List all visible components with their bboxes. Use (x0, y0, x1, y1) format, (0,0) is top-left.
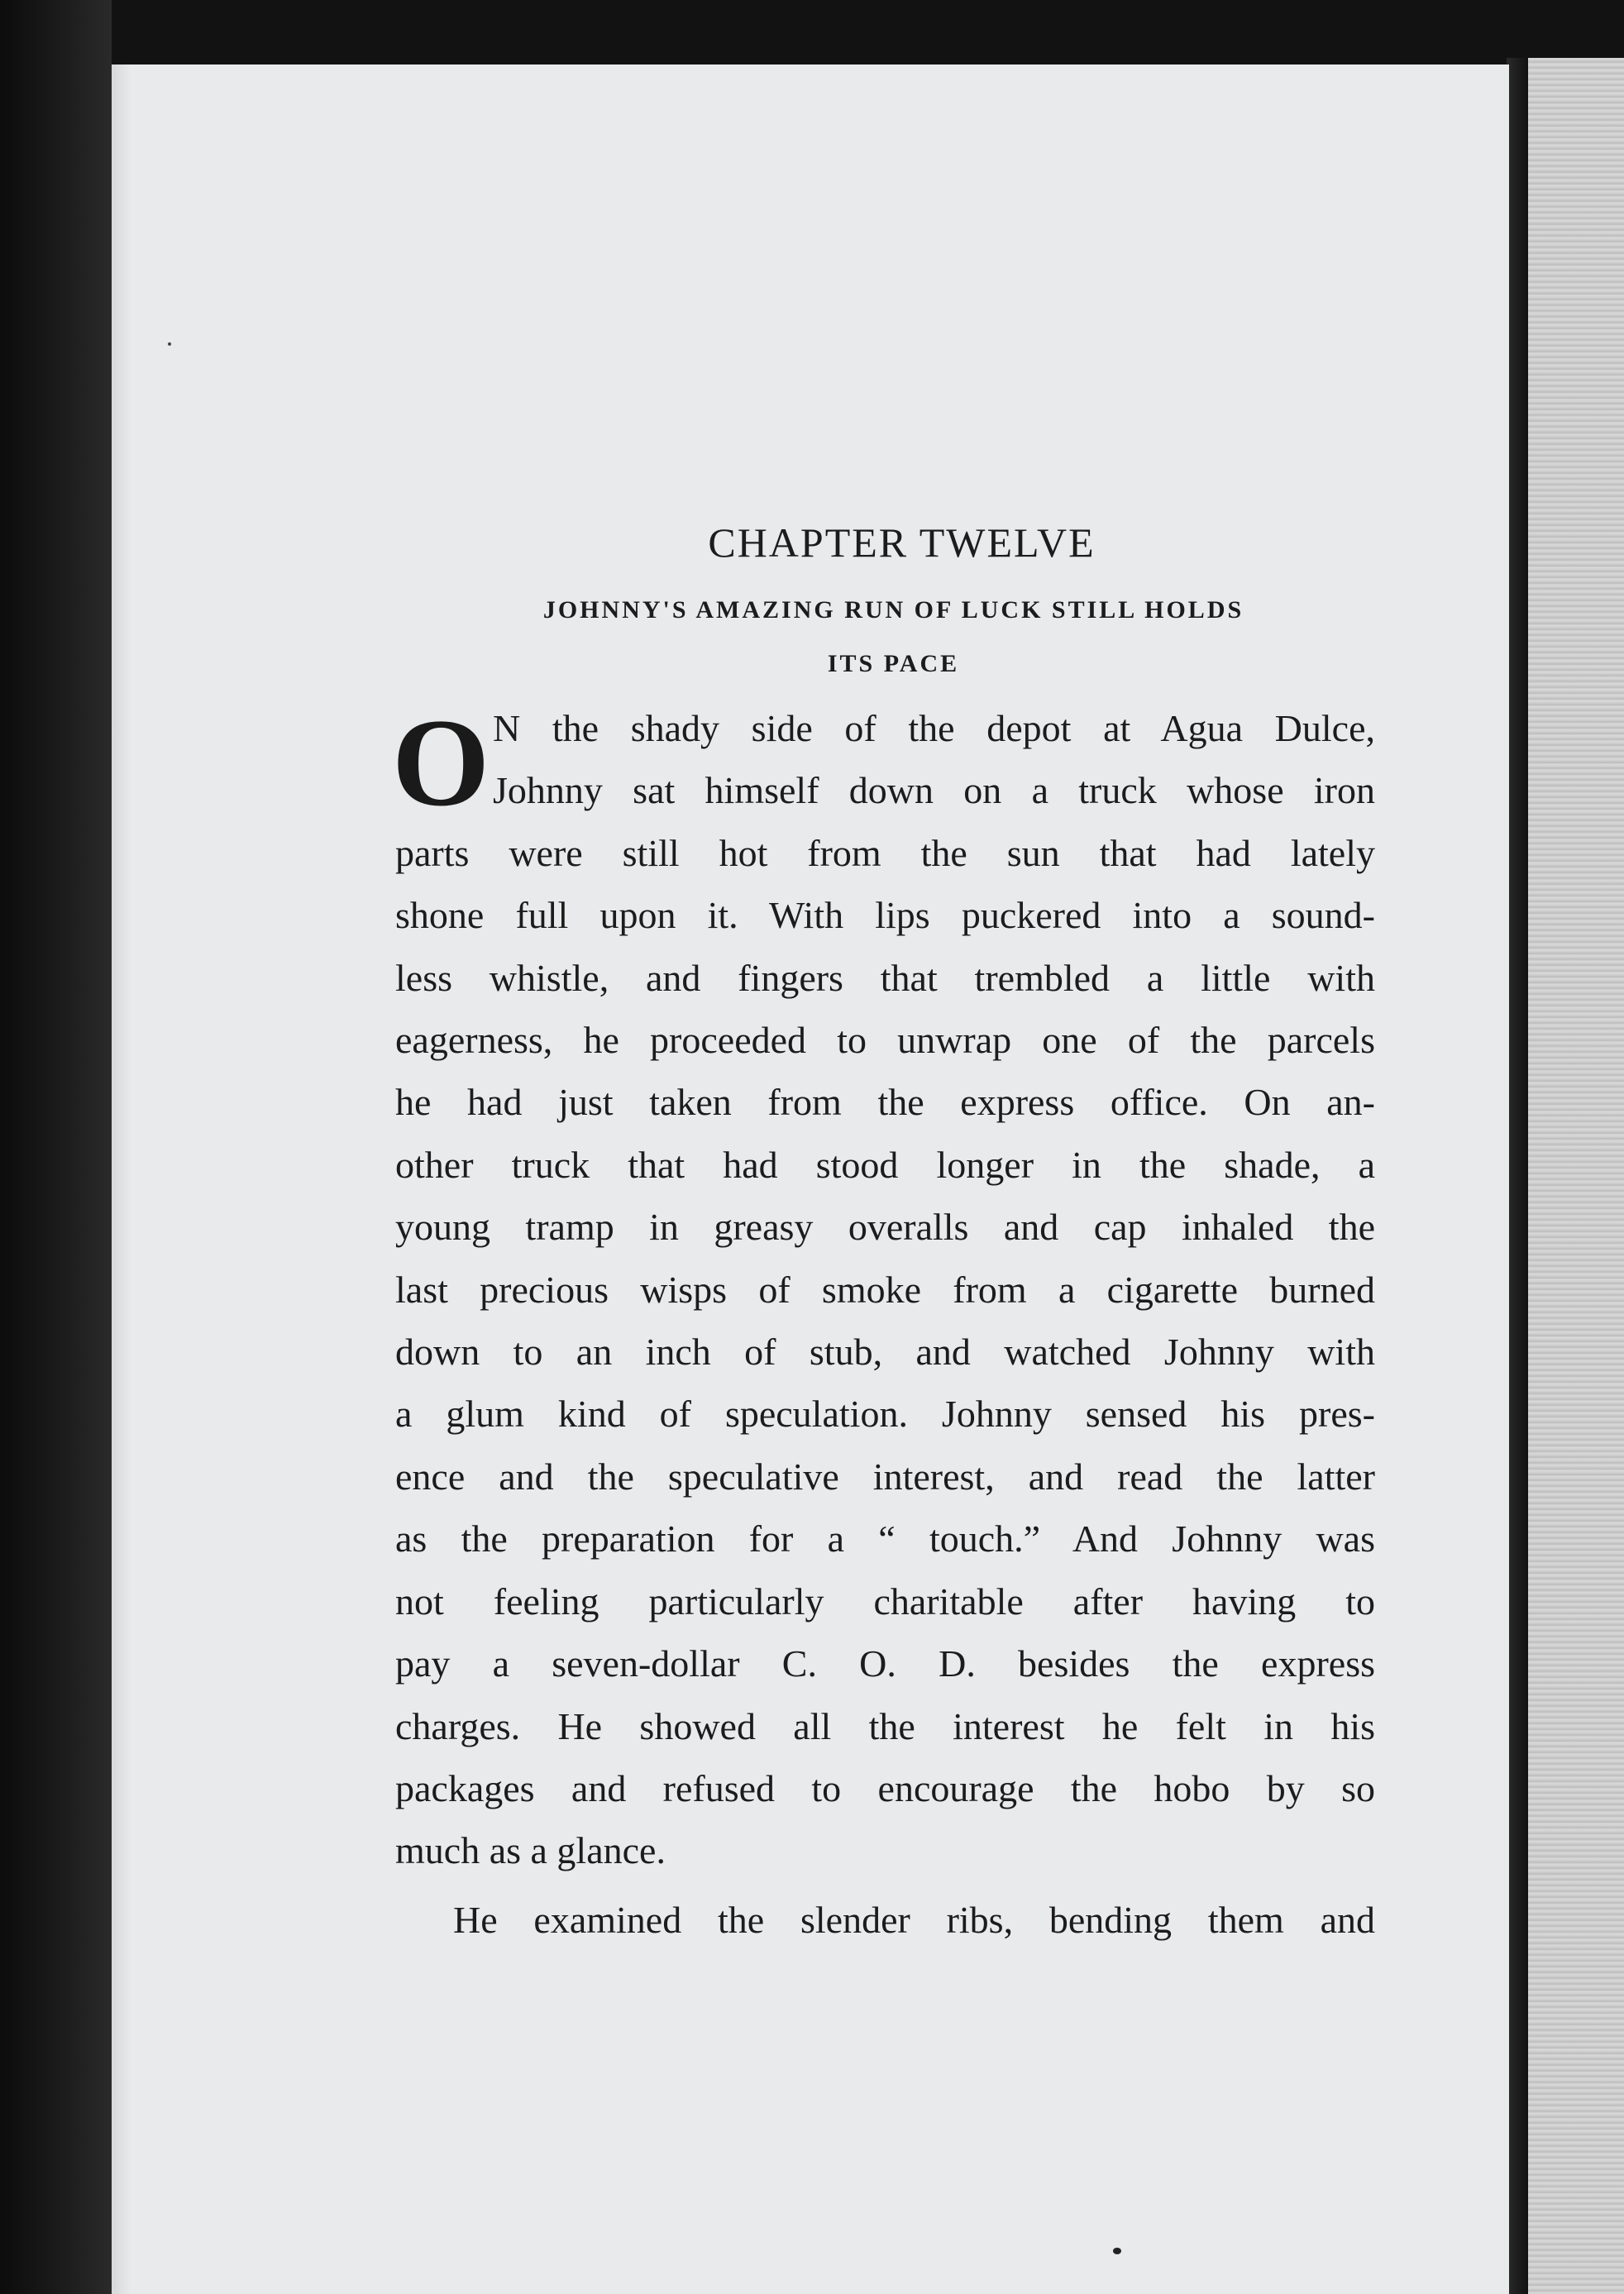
text-line: he had just taken from the express office. On an- (395, 1081, 1375, 1124)
chapter-subtitle (395, 583, 1375, 691)
text-line: as the preparation for a “ touch.” And Johnny was (395, 1517, 1375, 1560)
text-line: eagerness, he proceeded to unwrap one of the parcels (395, 1019, 1375, 1062)
page-edge-shading (112, 65, 131, 2294)
text-line: Johnny sat himself down on a truck whose iron (493, 769, 1375, 812)
drop-cap: O (392, 693, 490, 832)
subtitle-line: ITS PACE (827, 650, 960, 677)
text-line: other truck that had stood longer in the shade, a (395, 1143, 1375, 1186)
scan-speck (1113, 2248, 1121, 2254)
text-line: ence and the speculative interest, and read the latter (395, 1455, 1375, 1498)
text-line: packages and refused to encourage the hobo by so (395, 1766, 1375, 1809)
text-line: a glum kind of speculation. Johnny sensed his pres- (395, 1393, 1375, 1436)
text-line: N the shady side of the depot at Agua Dulce, (493, 707, 1375, 749)
adjacent-page-edges (1528, 58, 1624, 2294)
text-line: young tramp in greasy overalls and cap inhaled the (395, 1206, 1375, 1249)
text-line: charges. He showed all the interest he felt in his (395, 1704, 1375, 1747)
paragraph-2 (395, 1889, 1375, 1951)
page-text (392, 509, 1375, 1951)
text-line: shone full upon it. With lips puckered into a sound- (395, 894, 1375, 937)
subtitle-line: JOHNNY'S AMAZING RUN OF LUCK STILL HOLDS (542, 596, 1244, 624)
scan-speck (168, 342, 171, 346)
text-line: last precious wisps of smoke from a cigarette burned (395, 1268, 1375, 1311)
scan-top-border (0, 0, 1624, 68)
chapter-title: CHAPTER TWELVE (708, 519, 1096, 566)
text-line: pay a seven-dollar C. O. D. besides the express (395, 1642, 1375, 1685)
text-line: He examined the slender ribs, bending them and (453, 1898, 1375, 1941)
text-line: less whistle, and fingers that trembled a little with (395, 956, 1375, 999)
text-line: parts were still hot from the sun that had lately (395, 831, 1375, 874)
paragraph-1 (392, 693, 1375, 1882)
text-line: not feeling particularly charitable after having to (395, 1580, 1375, 1623)
text-line: much as a glance. (395, 1829, 666, 1872)
scan-left-border (0, 0, 112, 2294)
text-line: down to an inch of stub, and watched Johnny with (395, 1331, 1375, 1374)
